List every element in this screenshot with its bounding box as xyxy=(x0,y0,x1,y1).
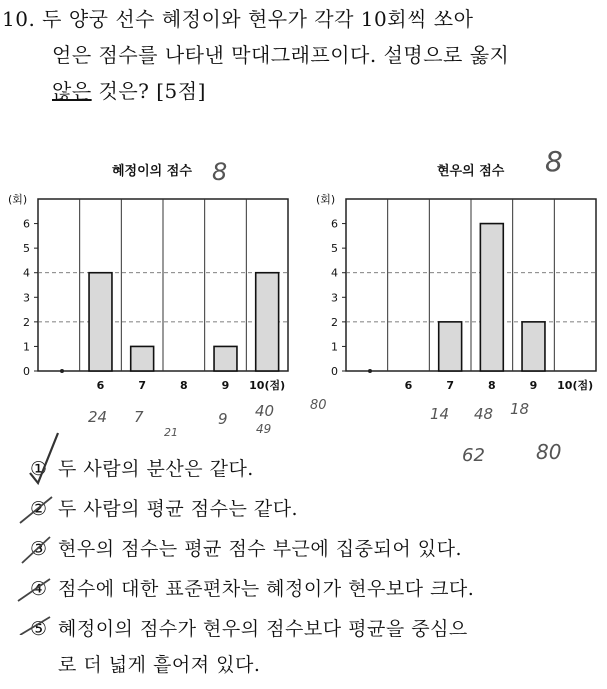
chart-title-hyejung: 혜정이의 점수 xyxy=(112,164,192,179)
option-3[interactable] xyxy=(30,535,462,563)
y-tick-label: 3 xyxy=(331,291,338,305)
bar-chart-hyunwoo xyxy=(308,185,598,405)
x-tick-label: 9 xyxy=(529,379,538,392)
y-tick-label: 6 xyxy=(23,217,30,231)
check-mark-icon xyxy=(30,433,58,483)
y-tick-label: 5 xyxy=(331,242,338,256)
bar xyxy=(439,322,462,371)
handwritten-mark-right: 8 xyxy=(545,145,563,178)
y-tick-label: 0 xyxy=(331,365,338,378)
option-4[interactable] xyxy=(30,575,474,603)
option-3-text: 현우의 점수는 평균 점수 부근에 집중되어 있다. xyxy=(58,538,463,560)
option-4-number: ④ xyxy=(30,578,48,600)
option-5-number: ⑤ xyxy=(30,618,48,640)
handwritten-checkmarks xyxy=(0,425,90,635)
handwritten-left-total: 80 xyxy=(310,398,327,413)
y-tick-label: 1 xyxy=(331,340,338,354)
question-emphasis: 않은 xyxy=(52,79,92,103)
option-2-number: ② xyxy=(30,498,48,520)
option-5-text-continued: 로 더 넓게 흩어져 있다. xyxy=(58,654,261,676)
y-axis-label: (회) xyxy=(8,193,28,206)
y-tick-label: 4 xyxy=(331,266,338,280)
x-tick-label: 9 xyxy=(221,379,230,392)
x-tick-label: 8 xyxy=(180,379,188,392)
x-tick-label: 7 xyxy=(138,379,146,392)
chart-title-hyunwoo: 현우의 점수 xyxy=(437,164,505,179)
handwritten-left-sum2: 49 xyxy=(256,422,272,436)
handwritten-right-sum: 62 xyxy=(462,445,485,466)
question-number: 10. xyxy=(2,7,36,31)
option-1-number: ① xyxy=(30,458,48,480)
y-tick-label: 2 xyxy=(331,315,338,329)
bar-chart-hyejung xyxy=(0,185,290,405)
bar xyxy=(256,273,279,371)
x-tick-label: 10(점) xyxy=(557,379,594,392)
handwritten-left-10: 40 xyxy=(255,402,275,420)
bar xyxy=(131,346,154,371)
question-text-1: 두 양궁 선수 혜정이와 현우가 각각 10회씩 쏘아 xyxy=(42,7,474,31)
x-tick-label: 6 xyxy=(96,379,105,392)
slash-mark-option-5 xyxy=(20,617,50,635)
bar xyxy=(522,322,545,371)
bar xyxy=(89,273,112,371)
option-5-continued xyxy=(58,651,260,679)
option-5[interactable] xyxy=(30,615,468,643)
handwritten-right-9: 18 xyxy=(510,400,530,418)
y-tick-label: 2 xyxy=(23,315,30,329)
option-3-number: ③ xyxy=(30,538,48,560)
option-5-text: 혜정이의 점수가 현우의 점수보다 평균을 중심으 xyxy=(58,618,468,640)
y-tick-label: 3 xyxy=(23,291,30,305)
x-tick-label: 6 xyxy=(404,379,413,392)
origin-mark xyxy=(368,369,372,373)
y-tick-label: 6 xyxy=(331,217,338,231)
y-tick-label: 0 xyxy=(23,365,30,378)
question-text-3: 것은? [5점] xyxy=(91,79,206,103)
y-axis-label: (회) xyxy=(316,193,336,206)
origin-mark xyxy=(60,369,64,373)
slash-mark-option-2 xyxy=(20,497,52,523)
bar xyxy=(214,346,237,371)
option-4-text: 점수에 대한 표준편차는 혜정이가 현우보다 크다. xyxy=(58,578,475,600)
handwritten-right-total: 80 xyxy=(536,440,562,464)
x-tick-label: 10(점) xyxy=(249,379,286,392)
y-tick-label: 1 xyxy=(23,340,30,354)
handwritten-left-6: 24 xyxy=(88,408,108,426)
option-1-text: 두 사람의 분산은 같다. xyxy=(58,458,254,480)
option-2-text: 두 사람의 평균 점수는 같다. xyxy=(58,498,299,520)
y-tick-label: 5 xyxy=(23,242,30,256)
x-tick-label: 7 xyxy=(446,379,454,392)
slash-mark-option-3 xyxy=(22,537,50,563)
handwritten-left-sum1: 21 xyxy=(164,426,178,439)
handwritten-mark-left: 8 xyxy=(212,158,228,186)
x-tick-label: 8 xyxy=(488,379,496,392)
handwritten-left-7: 7 xyxy=(134,408,144,426)
slash-mark-option-4 xyxy=(18,579,50,601)
question-line-3 xyxy=(52,76,206,106)
handwritten-right-7: 14 xyxy=(430,405,450,423)
handwritten-right-8: 48 xyxy=(474,405,494,423)
y-tick-label: 4 xyxy=(23,266,30,280)
bar xyxy=(480,224,503,371)
question-line-2: 얻은 점수를 나타낸 막대그래프이다. 설명으로 옳지 xyxy=(52,43,510,67)
question-line-1 xyxy=(2,4,473,34)
handwritten-left-9: 9 xyxy=(218,410,228,428)
